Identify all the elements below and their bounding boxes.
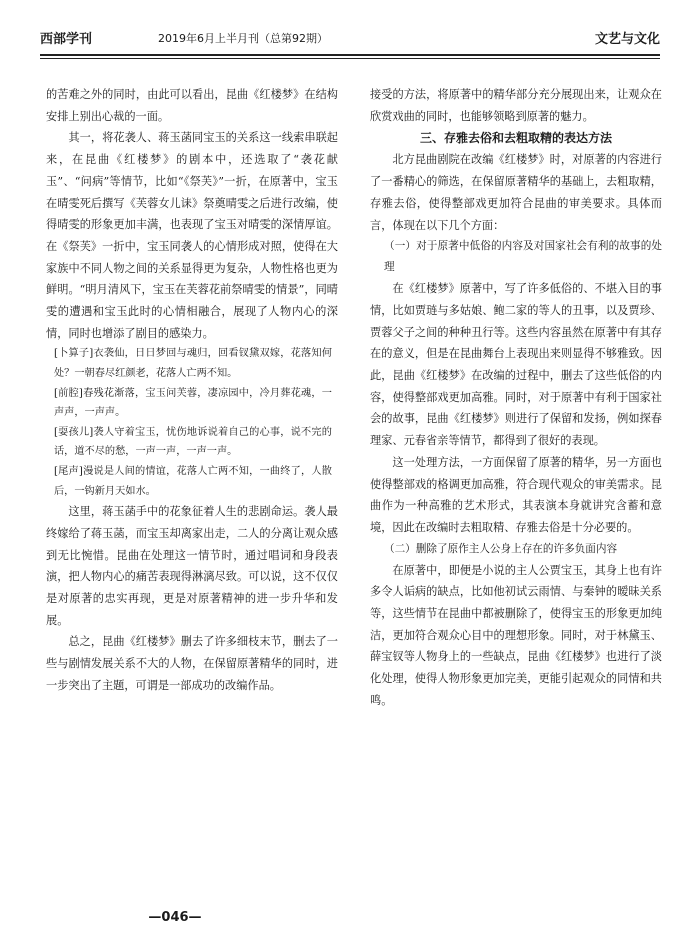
quoted-lyric: [卜算子]衣袭仙，日日梦回与魂归，回看钗黛双嫁，花落知何处？一朝春尽红颜老，花落人亡两不知。 [54,348,332,380]
header-rule [40,54,660,56]
subsection-heading: （二）删除了原作主人公身上存在的许多负面内容 [384,542,618,555]
quoted-lyric: [前腔]春残花渐落，宝玉问芙蓉，凄凉园中，冷月葬花魂，一声声，一声声。 [54,387,332,419]
body-paragraph: 接受的方法，将原著中的精华部分充分展现出来，让观众在欣赏戏曲的同时，也能够领略到原著的魅力。 [370,88,662,123]
section-heading: 三、存雅去俗和去粗取精的表达方法 [419,131,612,146]
header-rule-thin [40,58,660,59]
section-title: 文艺与文化 [594,32,660,47]
right-column [370,84,662,712]
body-paragraph: 北方昆曲剧院在改编《红楼梦》时，对原著的内容进行了一番精心的筛选，在保留原著精华的基础上，去粗取精，存雅去俗，使得整部戏更加符合昆曲的审美要求。具体而言，体现在以下几个方面： [370,153,662,232]
body-paragraph: 总之，昆曲《红楼梦》删去了许多细枝末节，删去了一些与剧情发展关系不大的人物，在保留原著精华的同时，进一步突出了主题，可谓是一部成功的改编作品。 [46,635,338,692]
body-paragraph: 这里，蒋玉菡手中的花象征着人生的悲剧命运。袭人最终嫁给了蒋玉菡，而宝玉却离家出走，二人的分离让观众感到无比惋惜。昆曲在处理这一情节时，通过唱词和身段表演，把人物内心的痛苦表现得淋漓尽致。可以说，这不仅仅是对原著的忠实再现，更是对原著精神的进一步升华和发展。 [46,505,338,627]
body-paragraph: 的苦难之外的同时，由此可以看出，昆曲《红楼梦》在结构安排上别出心裁的一面。 [46,88,338,123]
page-header [40,26,660,54]
journal-title: 西部学刊 [40,32,93,47]
body-paragraph: 这一处理方法，一方面保留了原著的精华，另一方面也使得整部戏的格调更加高雅，符合现代观众的审美需求。昆曲作为一种高雅的艺术形式，其表演本身就讲究含蓄和意境，因此在改编时去粗取精、存雅去俗是十分必要的。 [370,455,662,534]
body-paragraph: 在原著中，即便是小说的主人公贾宝玉，其身上也有许多令人诟病的缺点，比如他初试云雨情、与秦钟的暧昧关系等，这些情节在昆曲中都被删除了，使得宝玉的形象更加纯洁，更加符合观众心目中的理想形象。同时，对于林黛玉、薛宝钗等人物身上的一些缺点，昆曲《红楼梦》也进行了淡化处理，使得人物形象更加完美，更能引起观众的同情和共鸣。 [370,563,662,707]
left-column [46,84,338,697]
body-paragraph: 在《红楼梦》原著中，写了许多低俗的、不堪入目的事情，比如贾琏与多姑娘、鲍二家的等人的丑事，以及贾珍、贾蓉父子之间的种种丑行等。这些内容虽然在原著中有其存在的意义，但是在昆曲舞台上表现出来则显得不够雅致。因此，昆曲《红楼梦》在改编的过程中，删去了这些低俗的内容，使得整部戏更加高雅。同时，对于原著中有利于国家社会的故事，昆曲《红楼梦》则进行了保留和发扬，例如探春理家、元春省亲等情节，都得到了很好的表现。 [370,282,662,448]
subsection-heading: （一）对于原著中低俗的内容及对国家社会有利的故事的处理 [384,240,662,274]
body-paragraph: 其一，将花袭人、蒋玉菡同宝玉的关系这一线索串联起来，在昆曲《红楼梦》的剧本中，还选取了“袭花献玉”、“问病”等情节，比如“《祭芙》”一折，在原著中，宝玉在晴雯死后撰写《芙蓉女儿诔》祭奠晴雯之后进行改编，使得晴雯的形象更加丰满，也表现了宝玉对晴雯的深情厚谊。在《祭芙》一折中，宝玉同袭人的心情形成对照，使得在大家族中不同人物之间的关系显得更为复杂，人物性格也更为鲜明。“明月清风下，宝玉在芙蓉花前祭晴雯的情景”，同晴雯的遭遇和宝玉此时的心情相融合，展现了人物内心的深情，同时也增添了剧目的感染力。 [46,131,338,340]
page-number: —046— [148,910,202,925]
quoted-lyric: [耍孩儿]袭人守着宝玉，忧伤地诉说着自己的心事，说不完的话，道不尽的愁，一声一声，一声一声。 [54,426,332,458]
quoted-lyric: [尾声]漫说是人间的情谊，花落人亡两不知，一曲终了，人散后，一钩新月天如水。 [54,466,332,497]
issue-info: 2019年6月上半月刊（总第92期） [158,32,328,45]
